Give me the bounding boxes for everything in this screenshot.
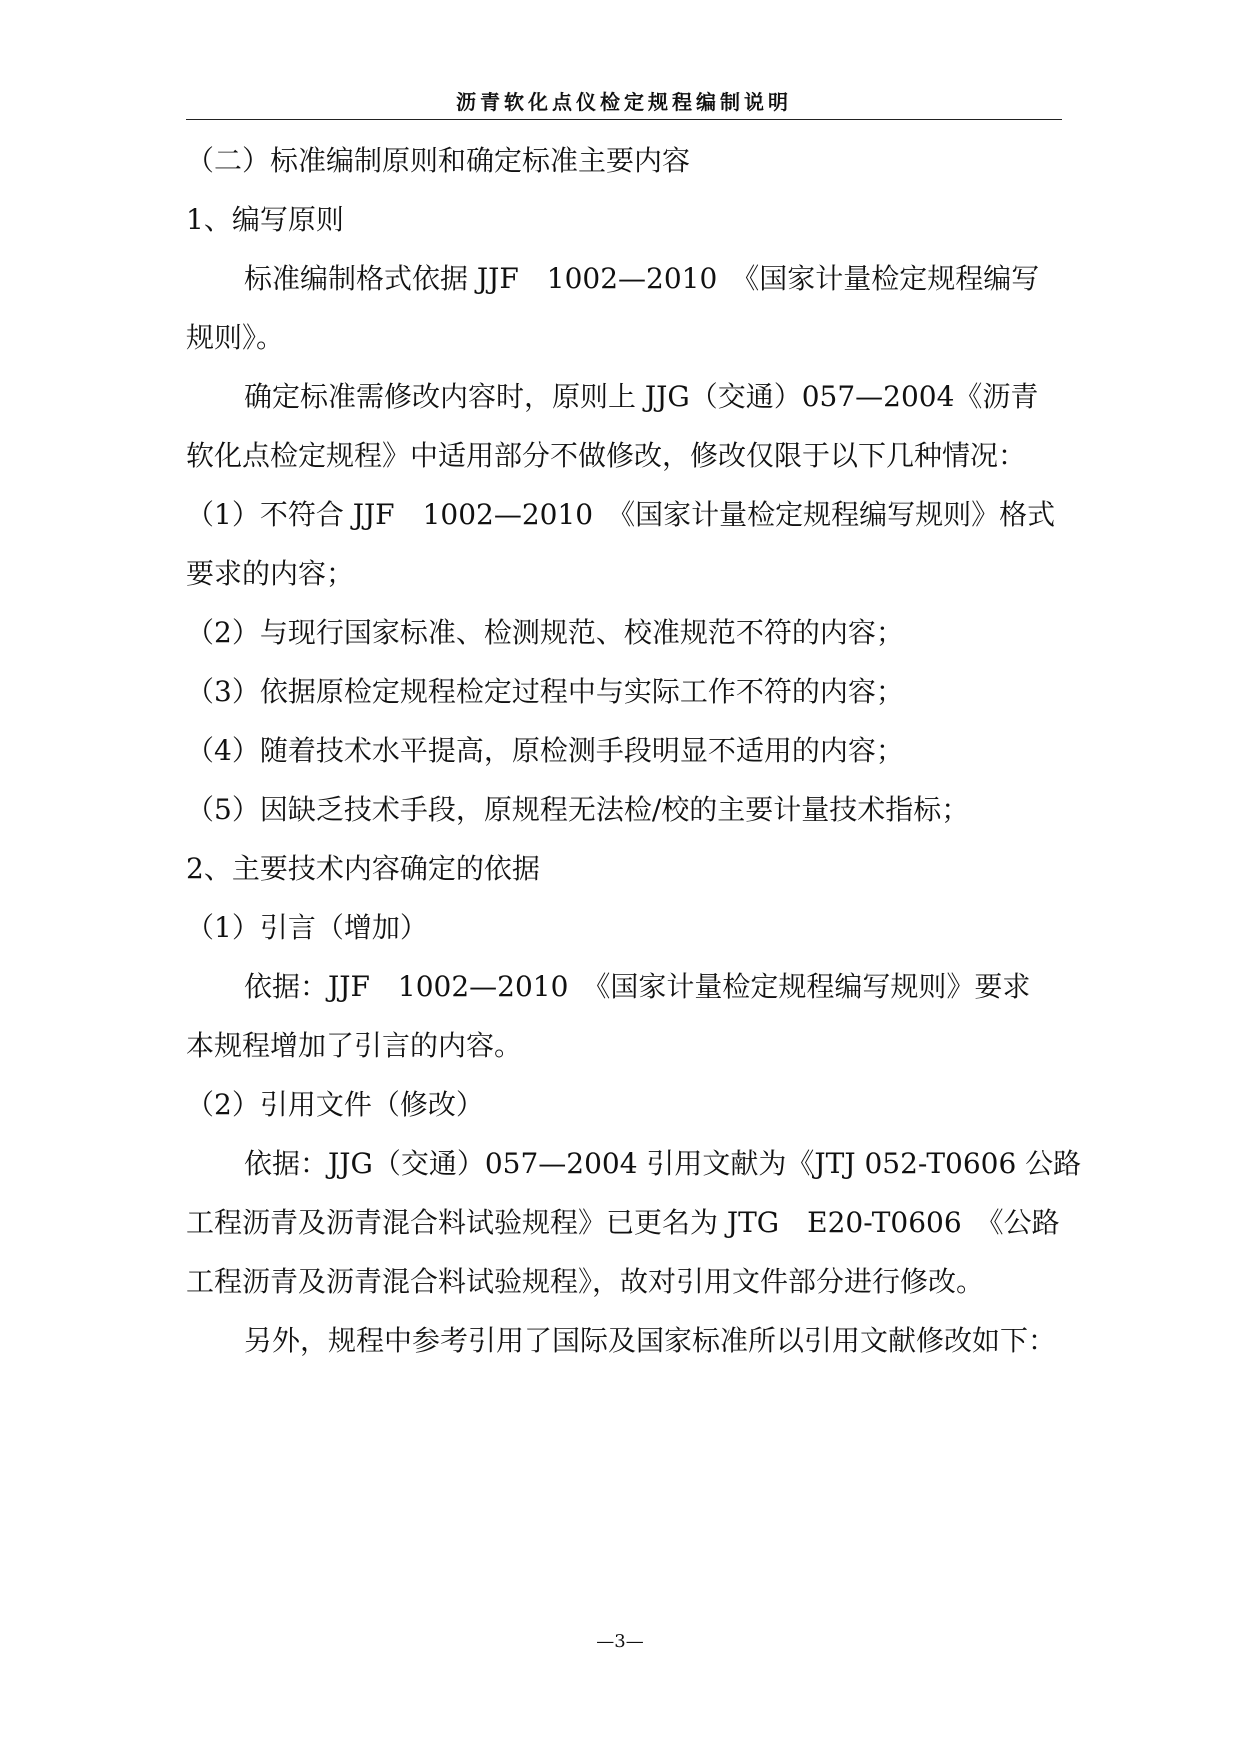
paragraph-line: 确定标准需修改内容时，原则上 JJG（交通）057—2004《沥青 — [244, 380, 1039, 413]
section-heading: （二）标准编制原则和确定标准主要内容 — [186, 144, 691, 177]
paragraph-line: 依据：JJF 1002—2010 《国家计量检定规程编写规则》要求 — [244, 970, 1031, 1003]
item-heading: （2）引用文件（修改） — [186, 1088, 484, 1121]
paragraph-line: 本规程增加了引言的内容。 — [186, 1029, 523, 1062]
list-item: 要求的内容； — [186, 557, 355, 590]
list-item: （1）不符合 JJF 1002—2010 《国家计量检定规程编写规则》格式 — [186, 498, 1056, 531]
page-number: —3— — [596, 1631, 644, 1652]
paragraph-line: 工程沥青及沥青混合料试验规程》已更名为 JTG E20-T0606 《公路 — [186, 1206, 1060, 1239]
paragraph-line: 标准编制格式依据 JJF 1002—2010 《国家计量检定规程编写 — [244, 262, 1040, 295]
subsection-heading: 1、编写原则 — [186, 203, 344, 236]
item-heading: （1）引言（增加） — [186, 911, 428, 944]
list-item: （4）随着技术水平提高，原检测手段明显不适用的内容； — [186, 734, 904, 767]
list-item: （5）因缺乏技术手段，原规程无法检/校的主要计量技术指标； — [186, 793, 970, 826]
running-header: 沥青软化点仪检定规程编制说明 — [456, 90, 792, 114]
paragraph-line: 工程沥青及沥青混合料试验规程》，故对引用文件部分进行修改。 — [186, 1265, 985, 1298]
header-divider — [186, 119, 1062, 120]
paragraph-line: 软化点检定规程》中适用部分不做修改，修改仅限于以下几种情况： — [186, 439, 1027, 472]
list-item: （3）依据原检定规程检定过程中与实际工作不符的内容； — [186, 675, 904, 708]
paragraph-line: 依据：JJG（交通）057—2004 引用文献为《JTJ 052-T0606 公路 — [244, 1147, 1082, 1180]
subsection-heading: 2、主要技术内容确定的依据 — [186, 852, 540, 885]
paragraph-line: 规则》。 — [186, 321, 285, 354]
list-item: （2）与现行国家标准、检测规范、校准规范不符的内容； — [186, 616, 904, 649]
paragraph-line: 另外，规程中参考引用了国际及国家标准所以引用文献修改如下： — [244, 1324, 1057, 1357]
